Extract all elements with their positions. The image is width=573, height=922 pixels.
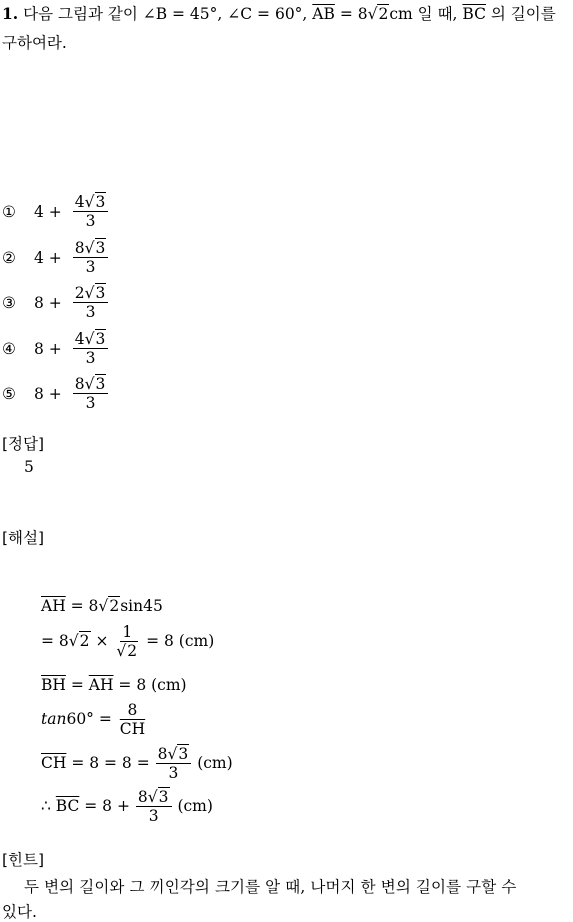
explanation-heading: [해설] (2, 529, 45, 547)
question-number: 1. (2, 4, 19, 23)
choice-lead: 8 + (34, 384, 62, 403)
question-text-3: cm 일 때, (389, 5, 458, 23)
choice-3[interactable] (2, 285, 109, 321)
explanation-line-5: $\overline{CH} = 8 = 8$ = $\frac{8√3}{3}$ (cm) (41, 745, 233, 783)
choice-mark: ② (2, 248, 16, 267)
hint-line-1: 두 변의 길이와 그 끼인각의 크기를 알 때, 나머지 한 변의 길이를 구할 수 (24, 878, 517, 896)
choice-lead: 4 + (34, 202, 62, 221)
question-text-2: = 8 (334, 5, 368, 23)
hint-line-2: 있다. (2, 903, 37, 921)
segment-ab: $\overline{AB}$ (312, 5, 335, 23)
choice-fraction: $\frac{2√3}{3}$ (73, 285, 109, 321)
choice-lead: 4 + (34, 248, 62, 267)
choice-mark: ③ (2, 293, 16, 312)
choice-fraction: $\frac{4√3}{3}$ (73, 194, 109, 230)
question-text-1: 다음 그림과 같이 ∠B = 45°, ∠C = 60°, (23, 5, 308, 23)
choice-5[interactable] (2, 376, 109, 412)
explanation-line-4: tan60° = $\frac{8}{CH}$ (41, 701, 146, 739)
answer-value: 5 (24, 458, 34, 476)
choice-fraction: $\frac{4√3}{3}$ (73, 331, 109, 367)
segment-bc: $\overline{BC}$ (462, 5, 486, 23)
choice-1[interactable] (2, 194, 109, 230)
explanation-line-3: $\overline{BH} = \overline{AH} = 8$ (cm) (41, 676, 187, 694)
choice-fraction: $\frac{8√3}{3}$ (73, 376, 109, 412)
choice-fraction: $\frac{8√3}{3}$ (73, 240, 109, 276)
explanation-line-2: = 8√2 × $\frac{1}{√2}$ = 8 (cm) (41, 623, 215, 661)
choice-lead: 8 + (34, 339, 62, 358)
question-line-2: 구하여라. (2, 34, 67, 52)
question-text-4: 의 길이를 (485, 5, 556, 23)
explanation-line-6: ∴ $\overline{BC} = 8$ + $\frac{8√3}{3}$ (cm) (41, 788, 213, 826)
choice-2[interactable] (2, 240, 109, 276)
choice-mark: ⑤ (2, 384, 16, 403)
question-line-1 (2, 2, 556, 24)
explanation-line-1: $\overline{AH} = 8√2\sin 45$ (41, 597, 163, 615)
choice-4[interactable] (2, 331, 109, 367)
choice-lead: 8 + (34, 293, 62, 312)
answer-heading: [정답] (2, 435, 45, 453)
choice-mark: ① (2, 202, 16, 221)
choice-mark: ④ (2, 339, 16, 358)
hint-heading: [힌트] (2, 851, 45, 869)
radical-2: √2 (367, 5, 389, 23)
